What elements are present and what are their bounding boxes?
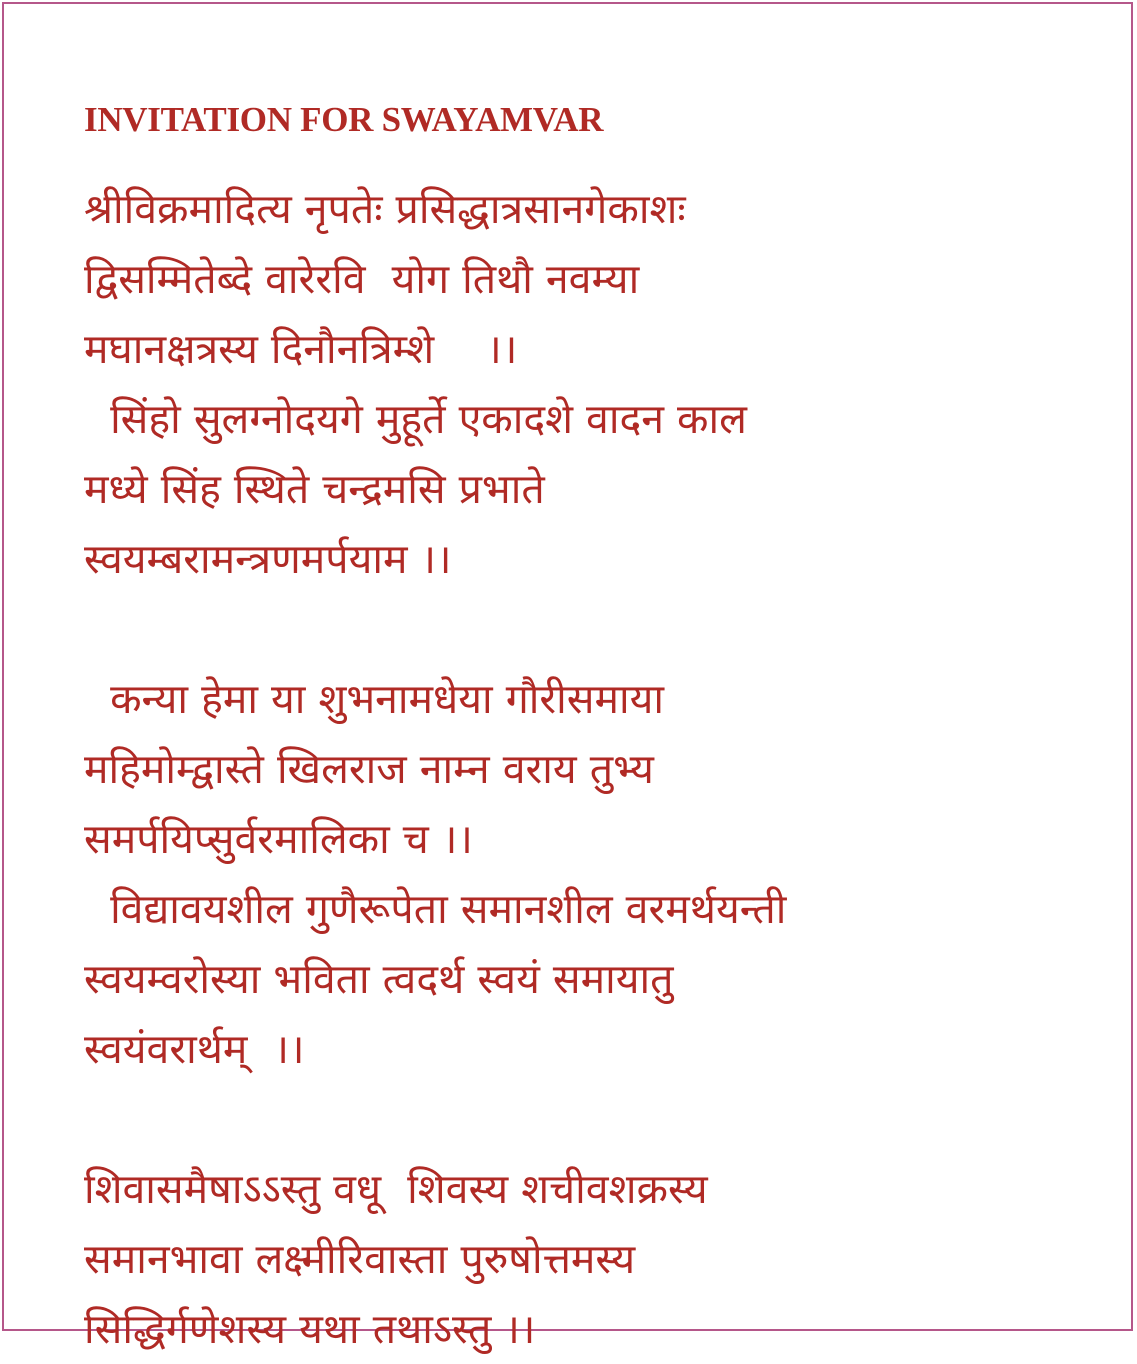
- verse-line: कन्या हेमा या शुभनामधेया गौरीसमाया: [84, 675, 665, 723]
- verse-line: समर्पयिप्सुर्वरमालिका च ।।: [84, 815, 473, 863]
- verse-line: शिवासमैषाऽऽस्तु वधू शिवस्य शचीवशक्रस्य: [84, 1165, 708, 1213]
- verse-line: सिद्धिर्गणेशस्य यथा तथाऽस्तु ।।: [84, 1305, 536, 1353]
- verse-2: [84, 664, 1124, 1084]
- verse-line: श्रीविक्रमादित्य नृपतेः प्रसिद्धात्रसानगेकाशः: [84, 185, 686, 233]
- verse-line: स्वयम्बरामन्त्रणमर्पयाम ।।: [84, 535, 452, 583]
- verse-3: [84, 1154, 1124, 1364]
- invitation-card: [2, 2, 1133, 1353]
- verse-line: मध्ये सिंह स्थिते चन्द्रमसि प्रभाते: [84, 465, 545, 513]
- verse-line: समानभावा लक्ष्मीरिवास्ता पुरुषोत्तमस्य: [84, 1235, 636, 1283]
- verse-line: विद्यावयशील गुणैरूपेता समानशील वरमर्थयन्ती: [84, 885, 787, 933]
- invitation-title: INVITATION FOR SWAYAMVAR: [84, 100, 604, 139]
- verse-line: मघानक्षत्रस्य दिनौनत्रिम्शे ।।: [84, 325, 518, 373]
- verse-line: स्वयम्वरोस्या भविता त्वदर्थ स्वयं समायातु: [84, 955, 674, 1003]
- verse-line: महिमोम्द्वास्ते खिलराज नाम्न वराय तुभ्य: [84, 745, 654, 793]
- verse-1: [84, 174, 1124, 594]
- verses-block: [84, 174, 1124, 1364]
- verse-line: सिंहो सुलग्नोदयगे मुहूर्ते एकादशे वादन काल: [84, 395, 747, 443]
- verse-line: स्वयंवरार्थम् ।।: [84, 1025, 305, 1073]
- verse-line: द्विसम्मितेब्दे वारेरवि योग तिथौ नवम्या: [84, 255, 640, 303]
